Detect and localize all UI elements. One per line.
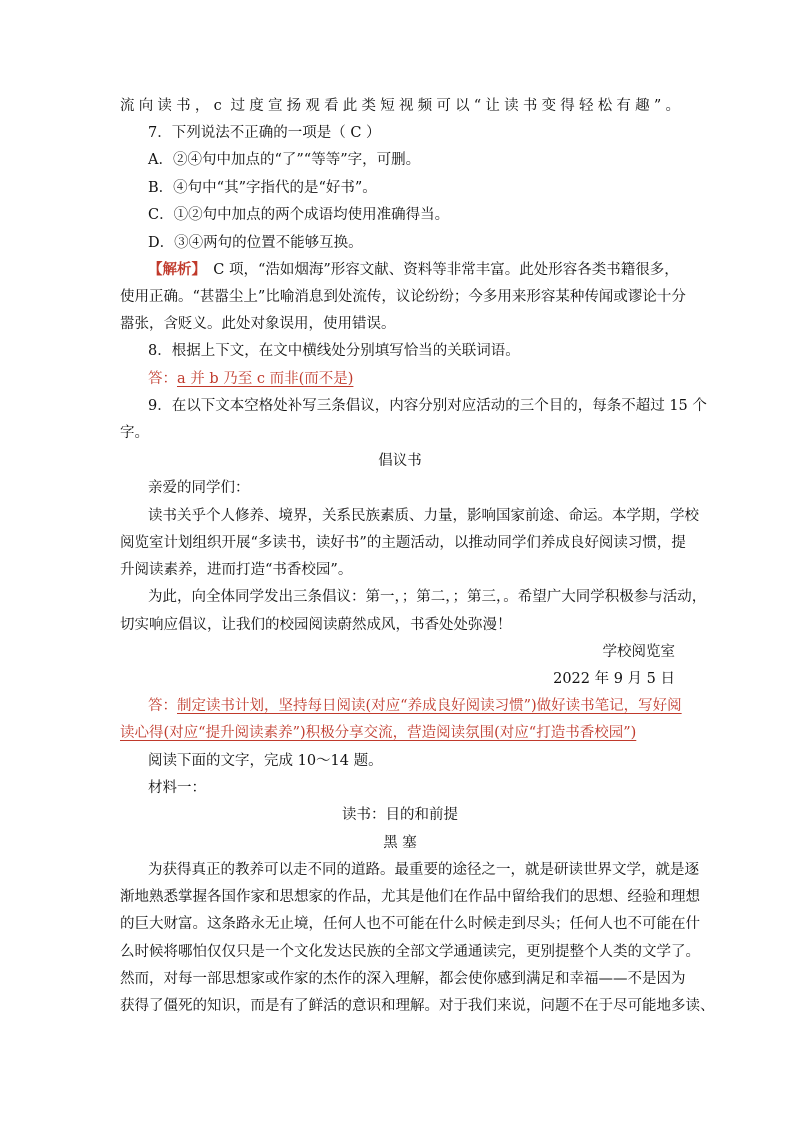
text-line: 流向读书，c 过度宣扬观看此类短视频可以“让读书变得轻松有趣”。 [120,98,680,114]
reading-instruction: 阅读下面的文字，完成 10～14 题。 [148,753,383,769]
analysis-line: 使用正确。“甚嚣尘上”比喻消息到处流传，议论纷纷；今多用来形容某种传闻或谬论十分 [120,289,686,305]
article-text: 获得了僵死的知识，而是有了鲜活的意识和理解。对于我们来说，问题不在于尽可能地多读、 [120,998,715,1014]
option-b: B．④句中“其”字指代的是“好书”。 [148,180,377,196]
answer-tag: 答： [148,698,177,714]
material-label: 材料一： [148,780,206,796]
proposal-text: 读书关乎个人修养、境界，关系民族素质、力量，影响国家前途、命运。本学期，学校 [148,508,699,524]
option-d: D．③④两句的位置不能够互换。 [148,235,363,251]
answer-text: 制定读书计划，坚持每日阅读(对应“养成良好阅读习惯”)做好读书笔记，写好阅 [177,698,682,714]
article-text: 为获得真正的教养可以走不同的道路。最重要的途径之一，就是研读世界文学，就是逐 [148,862,699,878]
option-a: A．②④句中加点的“了”“等等”字，可删。 [148,152,421,168]
question-9-cont: 字。 [120,425,149,441]
answer-text: a 并 b 乃至 c 而非(而不是) [177,371,354,387]
article-text: 么时候将哪怕仅仅只是一个文化发达民族的全部文学通通读完，更别提整个人类的文学了。 [120,944,700,960]
proposal-signature: 学校阅览室 [602,644,675,660]
proposal-text: 阅览室计划组织开展“多读书，读好书”的主题活动，以推动同学们养成良好阅读习惯，提 [120,535,686,551]
proposal-date: 2022 年 9 月 5 日 [553,671,675,687]
proposal-greeting: 亲爱的同学们： [148,480,250,496]
analysis-text: C 项，“浩如烟海”形容文献、资料等非常丰富。此处形容各类书籍很多， [198,262,679,278]
article-text: 渐地熟悉掌握各国作家和思想家的作品，尤其是他们在作品中留给我们的思想、经验和理想 [120,889,700,905]
article-text: 然而，对每一部思想家或作家的杰作的深入理解，都会使你感到满足和幸福——不是因为 [120,971,686,987]
article-text: 的巨大财富。这条路永无止境，任何人也不可能在什么时候走到尽头；任何人也不可能在什 [120,916,700,932]
question-7: 7．下列说法不正确的一项是（ C ） [148,125,381,141]
option-c: C．①②句中加点的两个成语均使用准确得当。 [148,207,450,223]
answer-text: 读心得(对应“提升阅读素养”)积极分享交流，营造阅读氛围(对应“打造书香校园”) [120,725,637,741]
question-8: 8．根据上下文，在文中横线处分别填写恰当的关联词语。 [148,343,520,359]
article-author: 黑 塞 [383,835,417,851]
answer-tag: 答： [148,371,177,387]
answer-9 [148,696,680,716]
analysis-line [148,260,708,280]
question-9: 9．在以下文本空格处补写三条倡议，内容分别对应活动的三个目的，每条不超过 15 个 [148,398,707,414]
article-title: 读书：目的和前提 [342,807,458,823]
proposal-text: 为此，向全体同学发出三条倡议：第一，；第二，；第三，。希望广大同学积极参与活动， [148,589,707,605]
analysis-line: 嚣张，含贬义。此处对象误用，使用错误。 [120,316,396,332]
answer-8 [148,369,708,389]
proposal-title: 倡议书 [378,453,422,469]
analysis-tag: 【解析】 [148,261,199,278]
proposal-text: 升阅读素养，进而打造“书香校园”。 [120,562,353,578]
proposal-text: 切实响应倡议，让我们的校园阅读蔚然成风，书香处处弥漫！ [120,617,512,633]
